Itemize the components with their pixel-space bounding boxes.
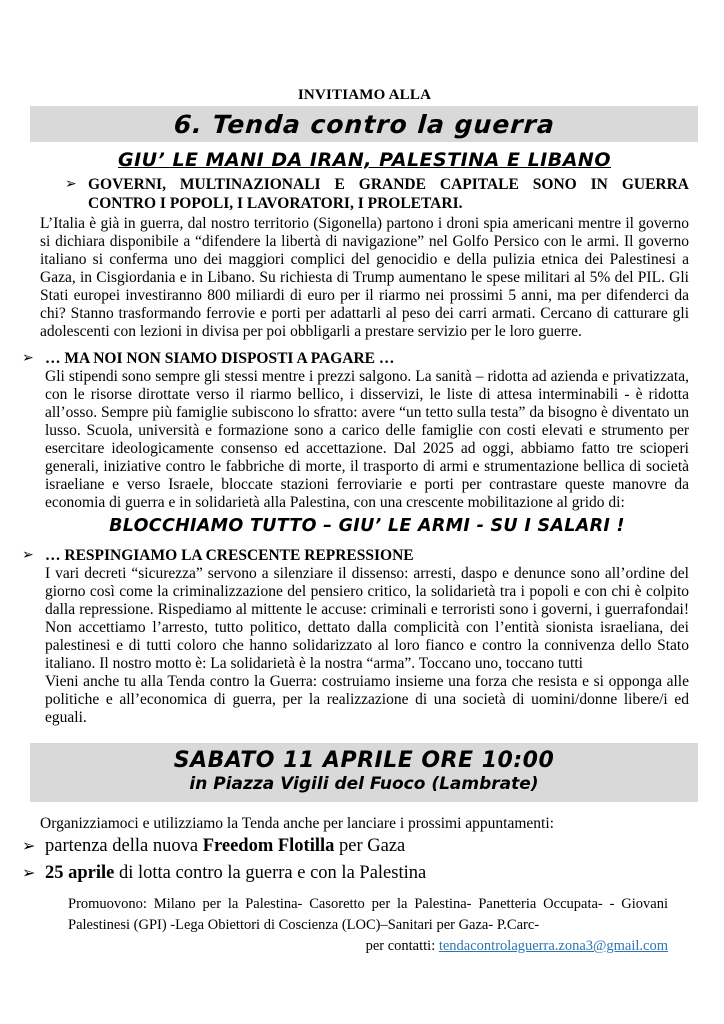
section-heading-text: … RESPINGIAMO LA CRESCENTE REPRESSIONE bbox=[45, 547, 414, 564]
contact-label: per contatti: bbox=[365, 938, 439, 954]
section-heading-text: GOVERNI, MULTINAZIONALI E GRANDE CAPITALE SONO IN GUERRA CONTRO I POPOLI, I LAVORATORI, I PROLETARI. bbox=[88, 176, 689, 212]
headline bbox=[40, 149, 689, 171]
arrow-bullet-icon: ➢ bbox=[22, 351, 34, 366]
arrow-bullet-icon: ➢ bbox=[65, 177, 77, 192]
paragraph-stipendi: Gli stipendi sono sempre gli stessi mentre i prezzi salgono. La sanità – ridotta ad azienda e privatizzata, con le risorse dirottate verso il riarmo bellico, i disservizi, le liste di attesa interminabili - è ridotta all’osso. Sempre più famiglie subiscono lo sfratto: avere “un tetto sulla testa” da bisogno è diventato un lusso. Scuola, università e formazione sono a carico delle famiglie con costi elevati e strumento per esercitare ideologicamente consenso ed accettazione. Dal 2025 ad oggi, abbiamo fatto tre scioperi generali, iniziative contro le fabbriche di morte, il trasporto di armi e strumentazione bellica di società israeliane e verso Israele, bloccate stazioni ferroviarie e porti per contrastare queste manovre da economia di guerra e in solidarietà alla Palestina, con una crescente mobilitazione al grido di: bbox=[45, 368, 689, 511]
headline-text: GIU’ LE MANI DA IRAN, PALESTINA E LIBANO bbox=[118, 149, 611, 171]
promoters-text: Promuovono: Milano per la Palestina- Casoretto per la Palestina- Panetteria Occupata- - Giovani Palestinesi (GPI) -Lega Obiettori di Coscienza (LOC)–Sanitari per Gaza- P.Carc- bbox=[68, 896, 668, 933]
paragraph-italia-in-guerra: L’Italia è già in guerra, dal nostro territorio (Sigonella) partono i droni spia americani mentre il governo si dichiara disponibile a “difendere la libertà di navigazione” nel Golfo Persico con le armi. Il governo italiano si conferma uno dei maggiori complici del genocidio e della pulizia etnica dei Palestinesi a Gaza, in Cisgiordania e in Libano. Su richiesta di Trump aumentano le spese militari al 5% del PIL. Gli Stati europei investiranno 800 miliardi di euro per il riarmo nei prossimi 5 anni, ma per difenderci da chi? Stanno trasformando ferrovie e porti per adattarli al peso dei carri armati. Cercano di catturare gli adolescenti con lezioni in divisa per poi obbligarli a prestare servizio per le loro guerre. bbox=[40, 215, 689, 340]
slogan-blocchiamo-tutto: BLOCCHIAMO TUTTO – GIU’ LE ARMI - SU I SALARI ! bbox=[109, 516, 625, 536]
agenda-intro: Organizziamoci e utilizziamo la Tenda anche per lanciare i prossimi appuntamenti: bbox=[40, 815, 554, 832]
event-location: in Piazza Vigili del Fuoco (Lambrate) bbox=[189, 774, 539, 794]
section-heading-governi bbox=[65, 175, 689, 213]
section-heading-text: … MA NOI NON SIAMO DISPOSTI A PAGARE … bbox=[45, 350, 395, 367]
paragraph-decreti-sicurezza: I vari decreti “sicurezza” servono a silenziare il dissenso: arresti, daspo e denunce sono all’ordine del giorno così come la criminalizzazione del pensiero critico, la solidarietà tra i popoli e con chi è colpito dalla repressione. Rispediamo al mittente le accuse: criminali e terroristi sono i governi, i guerrafondai! Non accettiamo l’arresto, tutto politico, dettato dalla complicità con l’entità sionista israeliana, dei palestinesi e di tutti coloro che hanno solidarizzato al loro fianco e contro la connivenza dello Stato italiano. Il nostro motto è: La solidarietà è la nostra “arma”. Toccano uno, toccano tutti bbox=[45, 565, 689, 672]
agenda-item-text: 25 aprile di lotta contro la guerra e con la Palestina bbox=[45, 863, 427, 883]
section-heading-repressione bbox=[22, 546, 689, 565]
arrow-bullet-icon: ➢ bbox=[22, 838, 36, 855]
agenda-item-text: partenza della nuova Freedom Flotilla per Gaza bbox=[45, 836, 406, 856]
paragraph-vieni-anche-tu: Vieni anche tu alla Tenda contro la Guerra: costruiamo insieme una forza che resista e si opponga alle politiche e all’economica di guerra, per la realizzazione di una società di uomini/donne libere/i ed eguali. bbox=[45, 673, 689, 726]
event-box bbox=[30, 743, 698, 802]
invite-line: INVITIAMO ALLA bbox=[297, 87, 432, 103]
page-title: 6. Tenda contro la guerra bbox=[172, 109, 556, 139]
arrow-bullet-icon: ➢ bbox=[22, 865, 36, 882]
section-body-repressione bbox=[45, 565, 689, 727]
section-body-pagare bbox=[45, 368, 689, 538]
contact-email-link[interactable]: tendacontrolaguerra.zona3@gmail.com bbox=[438, 938, 668, 954]
title-bar bbox=[30, 106, 698, 142]
agenda-item-25-aprile bbox=[22, 860, 689, 887]
event-date: SABATO 11 APRILE ORE 10:00 bbox=[173, 748, 555, 773]
section-heading-pagare bbox=[22, 349, 689, 368]
arrow-bullet-icon: ➢ bbox=[22, 548, 34, 563]
agenda-item-flotilla bbox=[22, 833, 689, 860]
contact-line bbox=[40, 936, 668, 957]
